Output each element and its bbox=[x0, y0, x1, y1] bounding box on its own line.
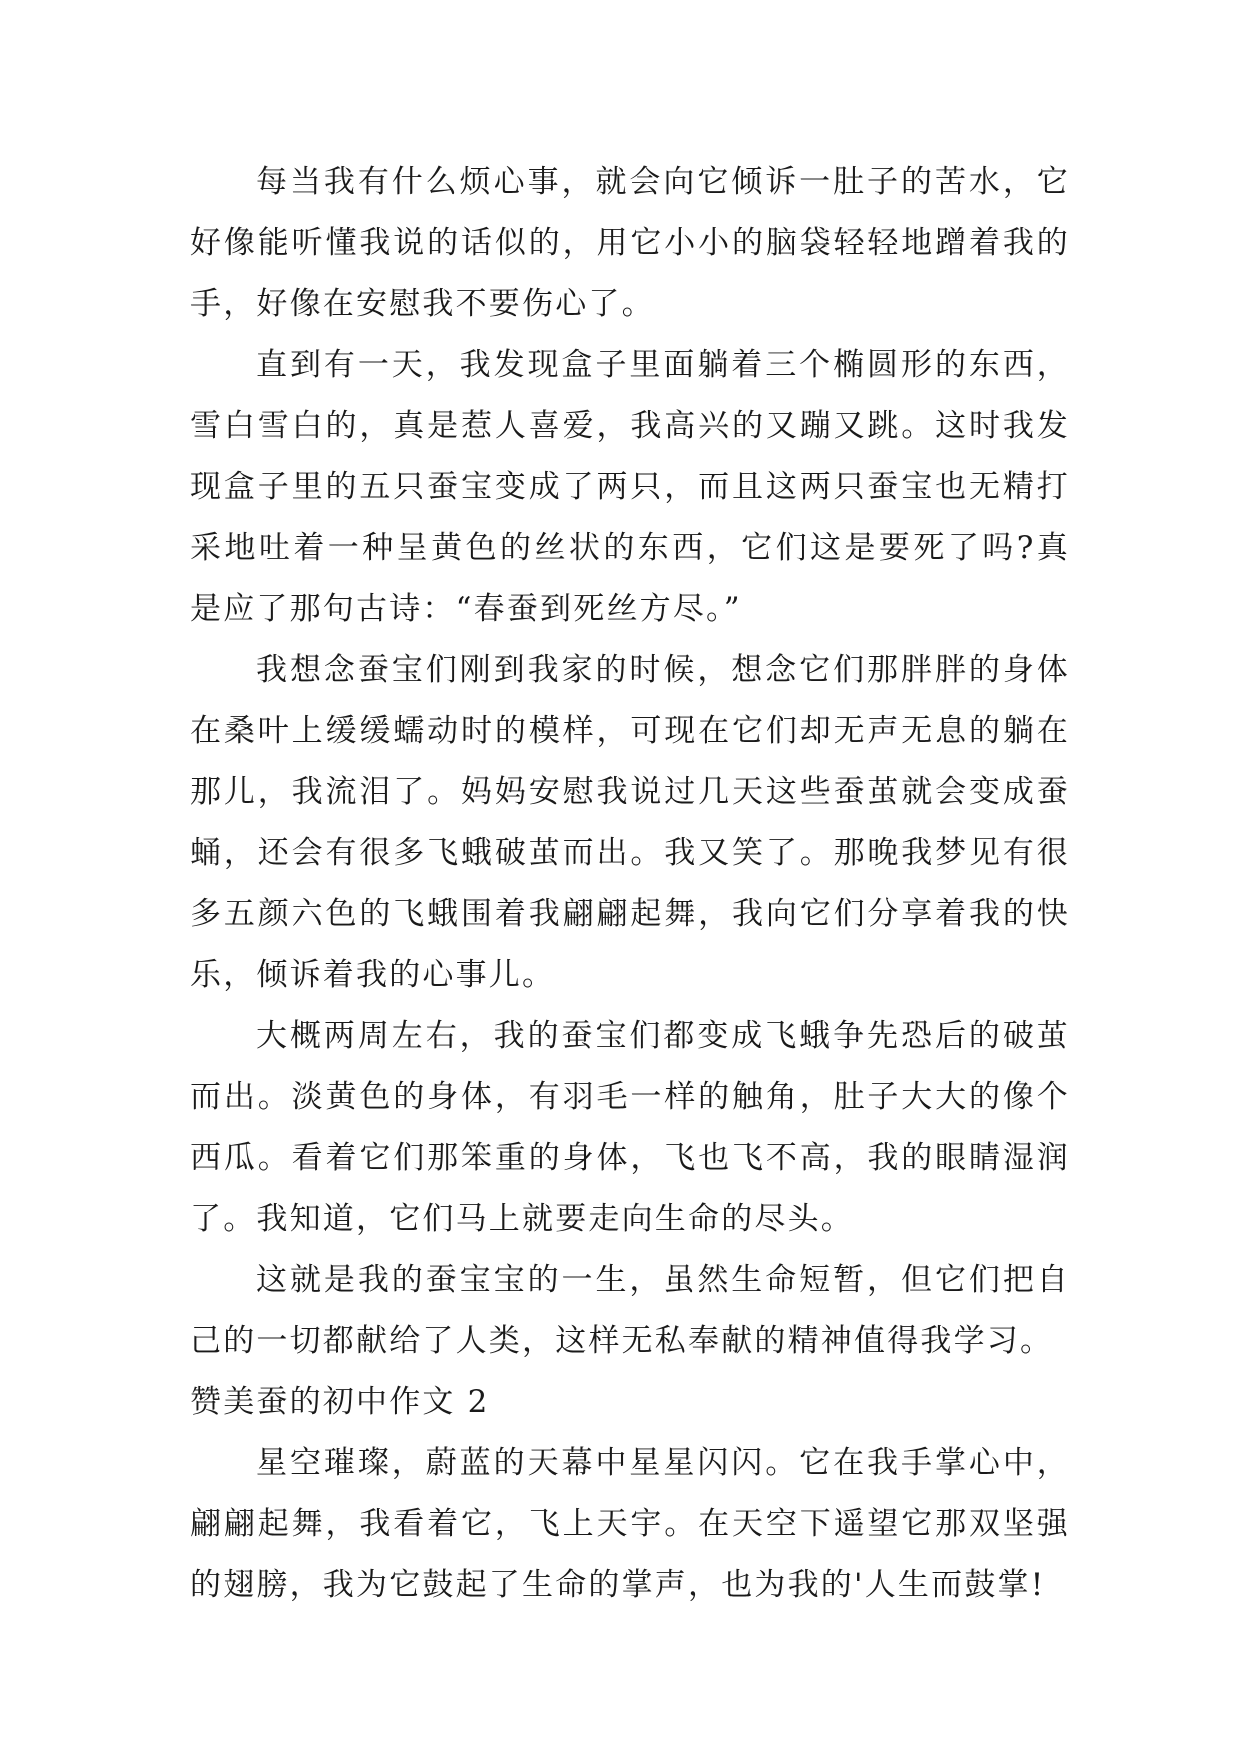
section-heading: 赞美蚕的初中作文 2 bbox=[190, 1384, 490, 1420]
paragraph-3: 我想念蚕宝们刚到我家的时候，想念它们那胖胖的身体在桑叶上缓缓蠕动时的模样，可现在它们却无声无息的躺在那儿，我流泪了。妈妈安慰我说过几天这些蚕茧就会变成蚕蛹，还会有很多飞蛾破茧而出。我又笑了。那晚我梦见有很多五颜六色的飞蛾围着我翩翩起舞，我向它们分享着我的快乐，倾诉着我的心事儿。 bbox=[190, 652, 1070, 993]
document-page bbox=[190, 152, 1070, 1616]
paragraph-5: 这就是我的蚕宝宝的一生，虽然生命短暂，但它们把自己的一切都献给了人类，这样无私奉献的精神值得我学习。 bbox=[190, 1262, 1070, 1359]
paragraph-4: 大概两周左右，我的蚕宝们都变成飞蛾争先恐后的破茧而出。淡黄色的身体，有羽毛一样的触角，肚子大大的像个西瓜。看着它们那笨重的身体，飞也飞不高，我的眼睛湿润了。我知道，它们马上就要走向生命的尽头。 bbox=[190, 1018, 1070, 1237]
paragraph-2: 直到有一天，我发现盒子里面躺着三个椭圆形的东西，雪白雪白的，真是惹人喜爱，我高兴的又蹦又跳。这时我发现盒子里的五只蚕宝变成了两只，而且这两只蚕宝也无精打采地吐着一种呈黄色的丝状的东西，它们这是要死了吗?真是应了那句古诗：“春蚕到死丝方尽。” bbox=[190, 347, 1070, 627]
paragraph-1: 每当我有什么烦心事，就会向它倾诉一肚子的苦水，它好像能听懂我说的话似的，用它小小的脑袋轻轻地蹭着我的手，好像在安慰我不要伤心了。 bbox=[190, 164, 1070, 322]
section-paragraph-1: 星空璀璨，蔚蓝的天幕中星星闪闪。它在我手掌心中，翩翩起舞，我看着它，飞上天宇。在天空下遥望它那双坚强的翅膀，我为它鼓起了生命的掌声，也为我的'人生而鼓掌! bbox=[190, 1445, 1070, 1603]
